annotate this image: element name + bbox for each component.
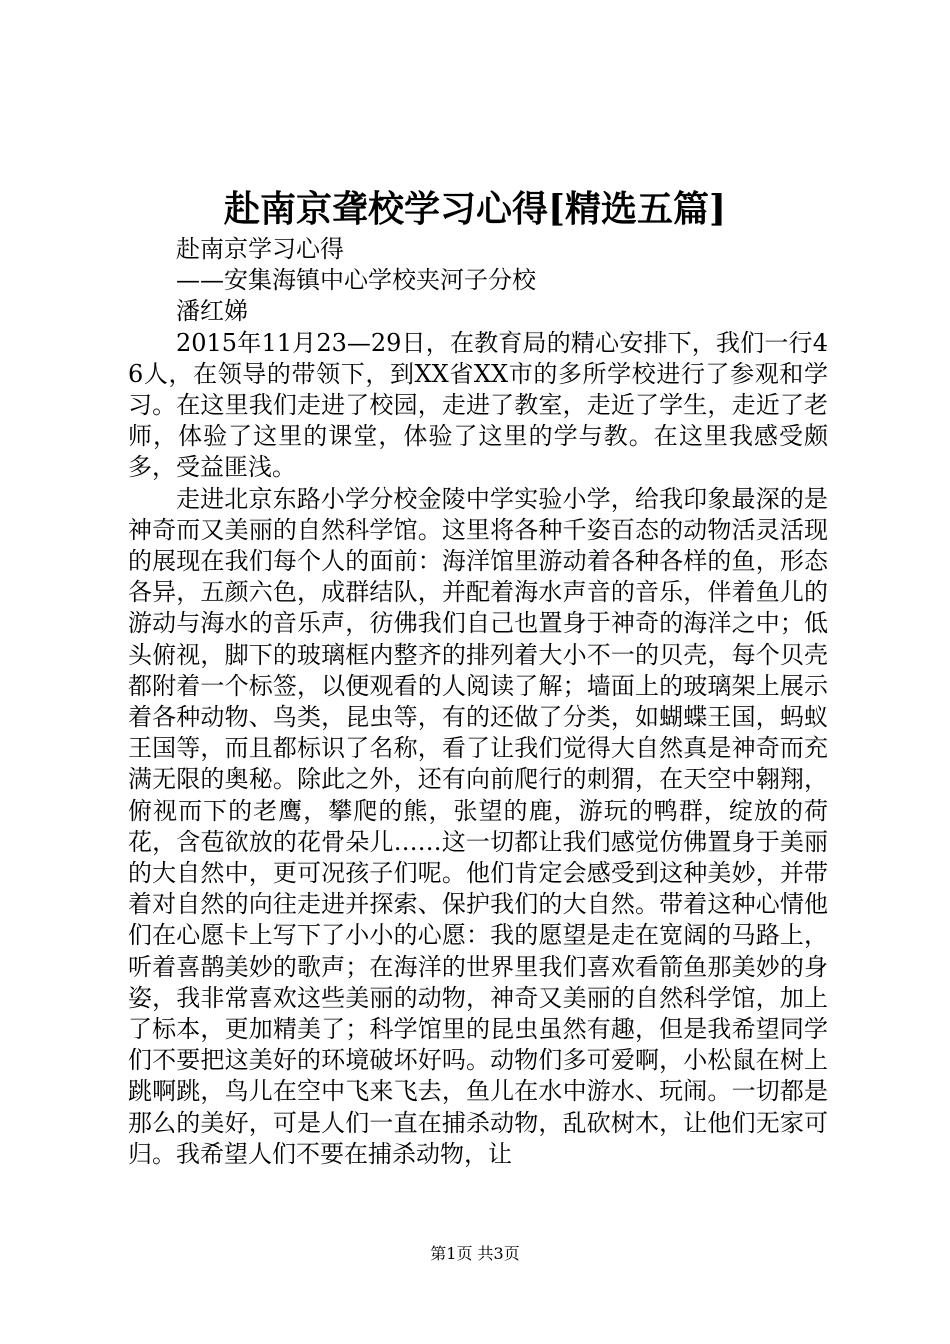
- paragraph-2: 走进北京东路小学分校金陵中学实验小学，给我印象最深的是神奇而又美丽的自然科学馆。这里将各种千姿百态的动物活灵活现的展现在我们每个人的面前：海洋馆里游动着各种各样的鱼，形态各异，五颜六色，成群结队，并配着海水声音的音乐，伴着鱼儿的游动与海水的音乐声，彷佛我们自己也置身于神奇的海洋之中；低头俯视，脚下的玻璃框内整齐的排列着大小不一的贝壳，每个贝壳都附着一个标签，以便观看的人阅读了解；墙面上的玻璃架上展示着各种动物、鸟类，昆虫等，有的还做了分类，如蝴蝶王国，蚂蚁王国等，而且都标识了名称，看了让我们觉得大自然真是神奇而充满无限的奥秘。除此之外，还有向前爬行的刺猬，在天空中翱翔，俯视而下的老鹰，攀爬的熊，张望的鹿，游玩的鸭群，绽放的荷花，含苞欲放的花骨朵儿……这一切都让我们感觉仿佛置身于美丽的大自然中，更可况孩子们呢。他们肯定会感受到这种美妙，并带着对自然的向往走进并探索、保护我们的大自然。带着这种心情他们在心愿卡上写下了小小的心愿：我的愿望是走在宽阔的马路上，听着喜鹊美妙的歌声；在海洋的世界里我们喜欢看箭鱼那美妙的身姿，我非常喜欢这些美丽的动物，神奇又美丽的自然科学馆，加上了标本，更加精美了；科学馆里的昆虫虽然有趣，但是我希望同学们不要把这美好的环境破坏好吗。动物们多可爱啊，小松鼠在树上跳啊跳，鸟儿在空中飞来飞去，鱼儿在水中游水、玩闹。一切都是那么的美好，可是人们一直在捕杀动物，乱砍树木，让他们无家可归。我希望人们不要在捕杀动物，让: [128, 484, 828, 1168]
- subtitle: 赴南京学习心得: [176, 235, 344, 263]
- page-number-footer: 第1页 共3页: [430, 1244, 520, 1263]
- school-name: ——安集海镇中心学校夹河子分校: [176, 266, 536, 295]
- author-name: 潘红娣: [176, 297, 248, 326]
- paragraph-1: 2015年11月23—29日，在教育局的精心安排下，我们一行46人，在领导的带领下，到XX省XX市的多所学校进行了参观和学习。在这里我们走进了校园，走进了教室，走近了学生，走近了老师，体验了这里的课堂，体验了这里的学与教。在这里我感受颇多，受益匪浅。: [128, 328, 828, 482]
- document-body: [128, 234, 828, 1170]
- document-title: 赴南京聋校学习心得[精选五篇]: [223, 188, 727, 230]
